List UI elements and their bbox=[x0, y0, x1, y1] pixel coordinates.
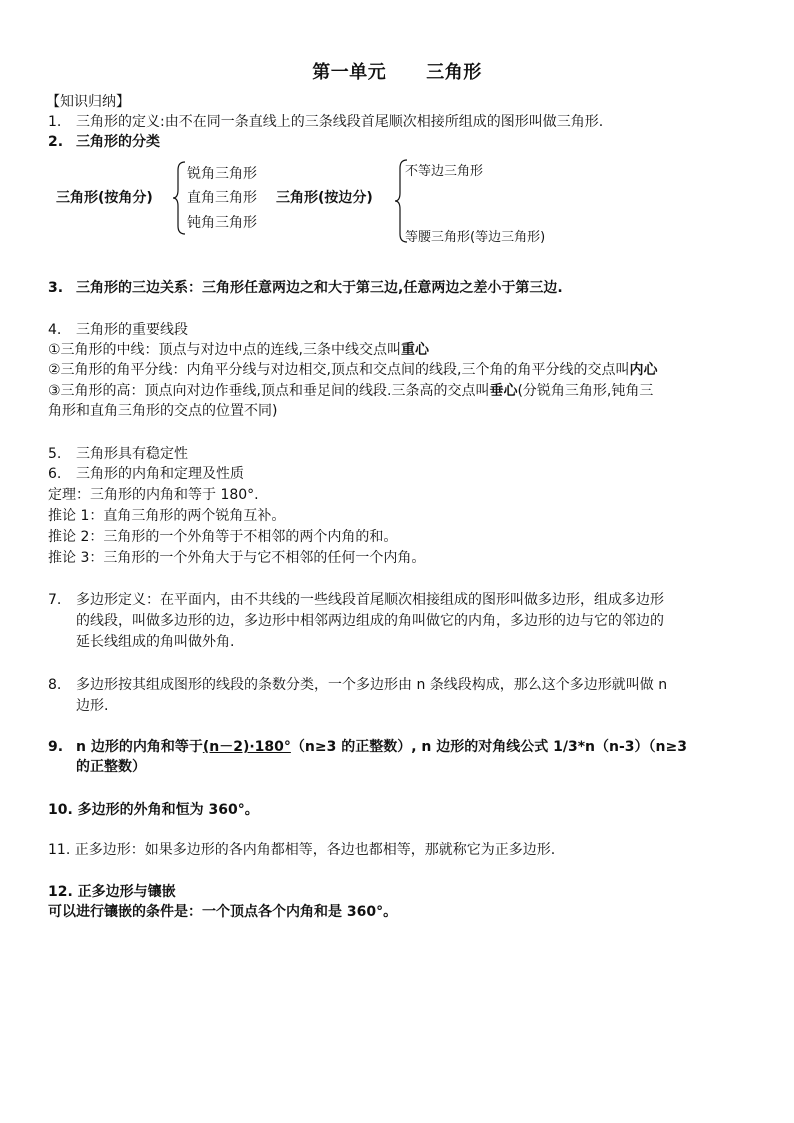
item-number: 4. bbox=[48, 322, 62, 338]
item-9 bbox=[48, 737, 74, 757]
item-7 bbox=[48, 590, 74, 610]
item-8-line-2: 边形. bbox=[76, 698, 109, 714]
theorem: 定理：三角形的内角和等于 180°. bbox=[48, 487, 259, 503]
item-number: 5. bbox=[48, 446, 62, 462]
item-9-line-2: 的正整数） bbox=[76, 759, 146, 775]
item-9-line-1 bbox=[76, 737, 687, 757]
item-5 bbox=[48, 444, 74, 464]
item-1-text: 三角形的定义:由不在同一条直线上的三条线段首尾顺次相接所组成的图形叫做三角形. bbox=[76, 114, 604, 130]
item-1 bbox=[48, 112, 74, 132]
title-unit: 第一单元 bbox=[312, 62, 387, 83]
right-triangle: 直角三角形 bbox=[187, 190, 257, 206]
scalene-triangle: 不等边三角形 bbox=[405, 164, 484, 179]
item-8 bbox=[48, 675, 74, 695]
item-number: 3. bbox=[48, 280, 64, 296]
incenter-term: 内心 bbox=[629, 362, 658, 378]
item-number: 7. bbox=[48, 592, 62, 608]
item-3 bbox=[48, 278, 74, 298]
item-2-text: 三角形的分类 bbox=[76, 134, 160, 150]
item-number: 8. bbox=[48, 677, 62, 693]
item-4-text: 三角形的重要线段 bbox=[76, 322, 188, 338]
item-12-condition: 可以进行镶嵌的条件是：一个顶点各个内角和是 360°。 bbox=[48, 904, 398, 920]
corollary-2: 推论 2：三角形的一个外角等于不相邻的两个内角的和。 bbox=[48, 529, 398, 545]
obtuse-triangle: 钝角三角形 bbox=[187, 215, 257, 231]
item-6-text: 三角形的内角和定理及性质 bbox=[76, 466, 244, 482]
corollary-3: 推论 3：三角形的一个外角大于与它不相邻的任何一个内角。 bbox=[48, 550, 426, 566]
section-header: 【知识归纳】 bbox=[46, 94, 130, 110]
item-2 bbox=[48, 132, 74, 152]
item-number: 2. bbox=[48, 134, 64, 150]
item-7-line-2: 的线段，叫做多边形的边，多边形中相邻两边组成的角叫做它的内角，多边形的边与它的邻边的 bbox=[76, 613, 664, 629]
centroid-term: 重心 bbox=[401, 342, 429, 358]
corollary-1: 推论 1：直角三角形的两个锐角互补。 bbox=[48, 508, 286, 524]
interior-angle-sum-text: n 边形的内角和等于 bbox=[76, 739, 203, 755]
altitude-text: ③三角形的高：顶点向对边作垂线,顶点和垂足间的线段.三条高的交点叫 bbox=[48, 383, 490, 399]
item-8-line-1: 多边形按其组成图形的线段的条数分类，一个多边形由 n 条线段构成，那么这个多边形就叫做 n bbox=[76, 677, 668, 693]
interior-angle-formula: (n－2)·180° bbox=[202, 739, 291, 755]
item-7-line-3: 延长线组成的角叫做外角. bbox=[76, 634, 235, 650]
item-10: 10. 多边形的外角和恒为 360°。 bbox=[48, 802, 259, 818]
left-brace-icon bbox=[172, 160, 188, 236]
item-number: 9. bbox=[48, 739, 64, 755]
altitude-line-continued: 角形和直角三角形的交点的位置不同) bbox=[48, 403, 278, 419]
median-text: ①三角形的中线：顶点与对边中点的连线,三条中线交点叫 bbox=[48, 342, 401, 358]
isosceles-triangle: 等腰三角形(等边三角形) bbox=[405, 230, 546, 245]
diagonal-formula-text: （n≥3 的正整数）, n 边形的对角线公式 1/3*n（n-3）（n≥3 bbox=[290, 739, 687, 755]
title-topic: 三角形 bbox=[426, 62, 482, 83]
page-title bbox=[0, 58, 794, 84]
acute-triangle: 锐角三角形 bbox=[187, 166, 257, 182]
orthocenter-term: 垂心 bbox=[489, 383, 518, 399]
bisector-line bbox=[48, 360, 657, 380]
item-7-line-1: 多边形定义：在平面内，由不共线的一些线段首尾顺次相接组成的图形叫做多边形，组成多边形 bbox=[76, 592, 664, 608]
altitude-line bbox=[48, 381, 653, 401]
item-3-text: 三角形的三边关系：三角形任意两边之和大于第三边,任意两边之差小于第三边. bbox=[76, 280, 563, 296]
item-number: 1. bbox=[48, 114, 62, 130]
by-angle-label: 三角形(按角分) bbox=[56, 190, 153, 206]
item-6 bbox=[48, 464, 74, 484]
by-side-label: 三角形(按边分) bbox=[276, 190, 373, 206]
item-5-text: 三角形具有稳定性 bbox=[76, 446, 188, 462]
item-11: 11. 正多边形：如果多边形的各内角都相等，各边也都相等，那就称它为正多边形. bbox=[48, 842, 556, 858]
bisector-text: ②三角形的角平分线：内角平分线与对边相交,顶点和交点间的线段,三个角的角平分线的交点叫 bbox=[48, 362, 630, 378]
item-12: 12. 正多边形与镶嵌 bbox=[48, 884, 176, 900]
median-line bbox=[48, 340, 429, 360]
item-4 bbox=[48, 320, 74, 340]
item-number: 6. bbox=[48, 466, 62, 482]
altitude-note: (分锐角三角形,钝角三 bbox=[517, 383, 654, 399]
